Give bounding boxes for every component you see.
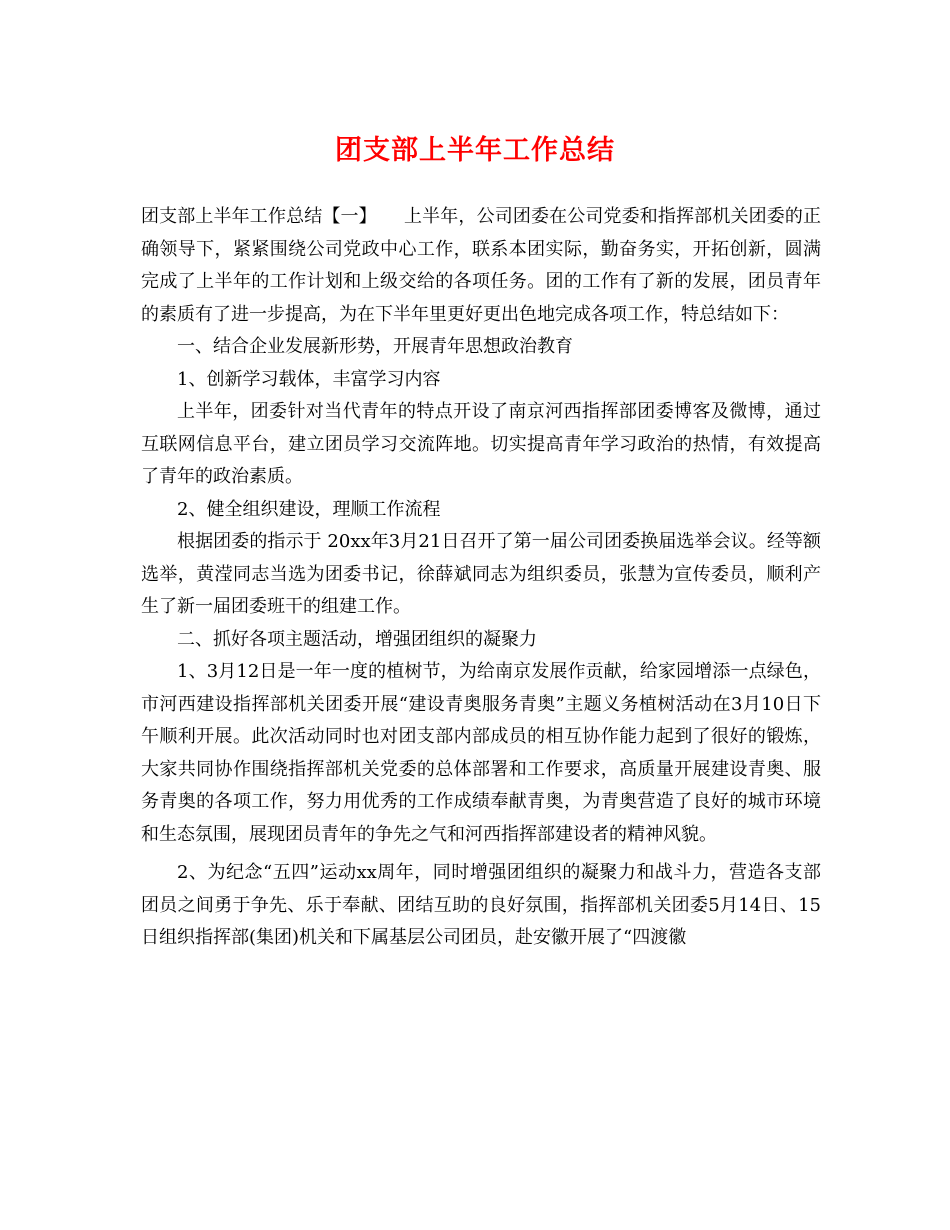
- section-heading-2: 二、抓好各项主题活动，增强团组织的凝聚力: [177, 628, 537, 650]
- paragraph-2-1: 1、3月12日是一年一度的植树节，为给南京发展作贡献，给家园增添一点绿色，市河西建设指挥部机关团委开展“建设青奥服务青奥”主题义务植树活动在3月10日下午顺利开展。此次活动同时也对团支部内部成员的相互协作能力起到了很好的锻炼，大家共同协作围绕指挥部机关党委的总体部署和工作要求，高质量开展建设青奥、服务青奥的各项工作，努力用优秀的工作成绩奉献青奥，为青奥营造了良好的城市环境和生态氛围，展现团员青年的争先之气和河西指挥部建设者的精神风貌。: [141, 661, 821, 845]
- document-body: [141, 201, 821, 955]
- paragraph-1-2: 根据团委的指示于 20xx年3月21日召开了第一届公司团委换届选举会议。经等额选举，黄滢同志当选为团委书记，徐薛斌同志为组织委员，张慧为宣传委员，顺利产生了新一届团委班干的组建工作。: [141, 531, 821, 617]
- subsection-heading-1-1: 1、创新学习载体，丰富学习内容: [177, 368, 441, 390]
- paragraph-intro: 团支部上半年工作总结【一】 上半年，公司团委在公司党委和指挥部机关团委的正确领导下，紧紧围绕公司党政中心工作，联系本团实际，勤奋务实，开拓创新，圆满完成了上半年的工作计划和上级交给的各项任务。团的工作有了新的发展，团员青年的素质有了进一步提高，为在下半年里更好更出色地完成各项工作，特总结如下：: [141, 206, 821, 325]
- subsection-heading-1-2: 2、健全组织建设，理顺工作流程: [177, 498, 441, 520]
- paragraph-1-1: 上半年，团委针对当代青年的特点开设了南京河西指挥部团委博客及微博，通过互联网信息平台，建立团员学习交流阵地。切实提高青年学习政治的热情，有效提高了青年的政治素质。: [141, 401, 821, 487]
- document-title: 团支部上半年工作总结: [335, 135, 615, 166]
- paragraph-2-2: 2、为纪念“五四”运动xx周年，同时增强团组织的凝聚力和战斗力，营造各支部团员之间勇于争先、乐于奉献、团结互助的良好氛围，指挥部机关团委5月14日、15日组织指挥部(集团)机关和下属基层公司团员，赴安徽开展了“四渡徽: [141, 862, 821, 948]
- section-heading-1: 一、结合企业发展新形势，开展青年思想政治教育: [177, 336, 573, 357]
